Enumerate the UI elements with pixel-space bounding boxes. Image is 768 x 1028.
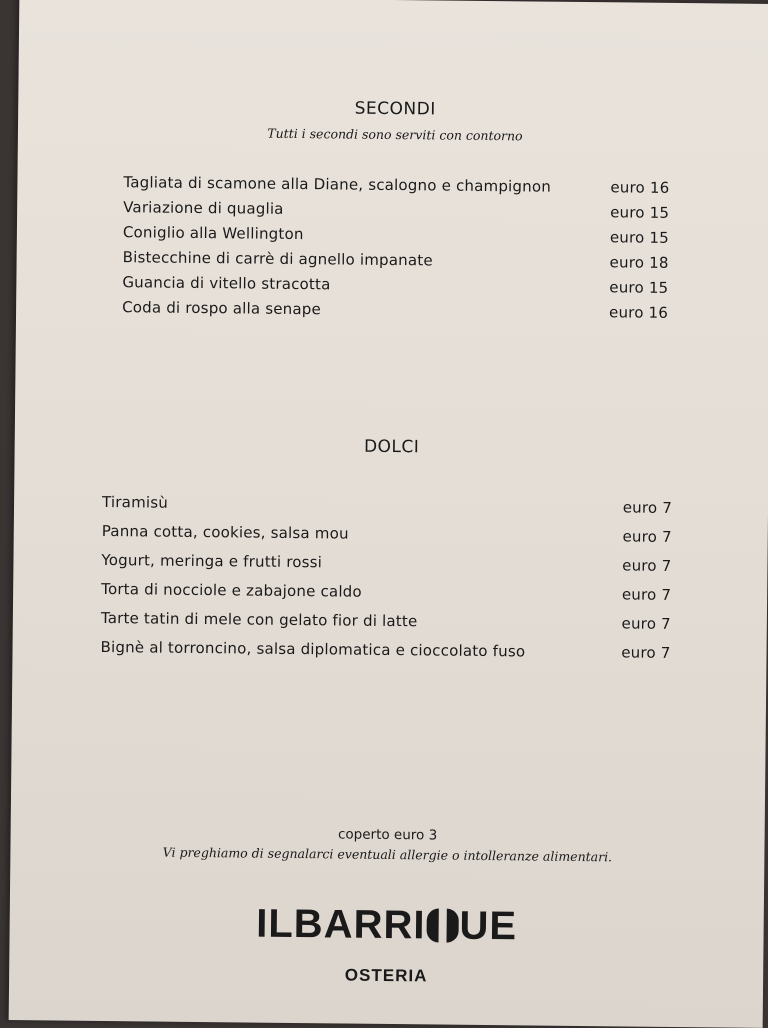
secondi-title: SECONDI [354, 98, 436, 120]
cover-charge: coperto euro 3 [337, 826, 438, 844]
dish-price: euro 15 [610, 203, 670, 222]
dish-name: Coda di rospo alla senape [122, 298, 322, 319]
allergy-notice: Vi preghiamo di segnalarci eventuali allergie o intolleranze alimentari. [162, 844, 613, 865]
dish-price: euro 15 [609, 278, 669, 297]
dish-name: Tagliata di scamone alla Diane, scalogno e champignon [123, 173, 552, 196]
dish-name: Torta di nocciole e zabajone caldo [101, 579, 362, 601]
dish-price: euro 7 [622, 527, 672, 546]
brand-name-left: ILBARRI [256, 901, 426, 948]
dish-price: euro 7 [622, 498, 673, 517]
dish-price: euro 7 [621, 614, 671, 633]
dish-name: Coniglio alla Wellington [122, 223, 304, 244]
secondi-list [122, 173, 670, 329]
dish-price: euro 7 [622, 556, 672, 575]
dish-name: Bignè al torroncino, salsa diplomatica e cioccolato fuso [100, 637, 526, 661]
dish-price: euro 16 [608, 303, 669, 322]
dish-name: Guancia di vitello stracotta [122, 273, 331, 294]
dish-price: euro 7 [621, 643, 671, 662]
dish-name: Tiramisù [101, 492, 169, 512]
dolci-title: DOLCI [363, 436, 420, 458]
dish-price: euro 15 [609, 228, 669, 247]
barrique-mark-icon [426, 908, 458, 942]
dish-price: euro 18 [609, 253, 669, 272]
dish-name: Yogurt, meringa e frutti rossi [101, 550, 323, 572]
menu-item [122, 298, 668, 329]
brand-subtitle: OSTERIA [344, 965, 428, 986]
dish-name: Panna cotta, cookies, salsa mou [101, 521, 349, 543]
brand-name-right: UE [459, 903, 518, 949]
secondi-subtitle: Tutti i secondi sono serviti con contorno [267, 125, 523, 144]
dish-name: Variazione di quaglia [123, 198, 284, 218]
dish-price: euro 7 [621, 585, 672, 604]
dolci-list [100, 493, 672, 673]
menu-page [9, 0, 768, 1028]
brand-logo [9, 901, 763, 949]
dish-name: Tarte tatin di mele con gelato fior di latte [100, 608, 418, 631]
menu-item [100, 638, 670, 673]
dish-price: euro 16 [610, 178, 670, 197]
dish-name: Bistecchine di carrè di agnello impanate [122, 248, 433, 270]
